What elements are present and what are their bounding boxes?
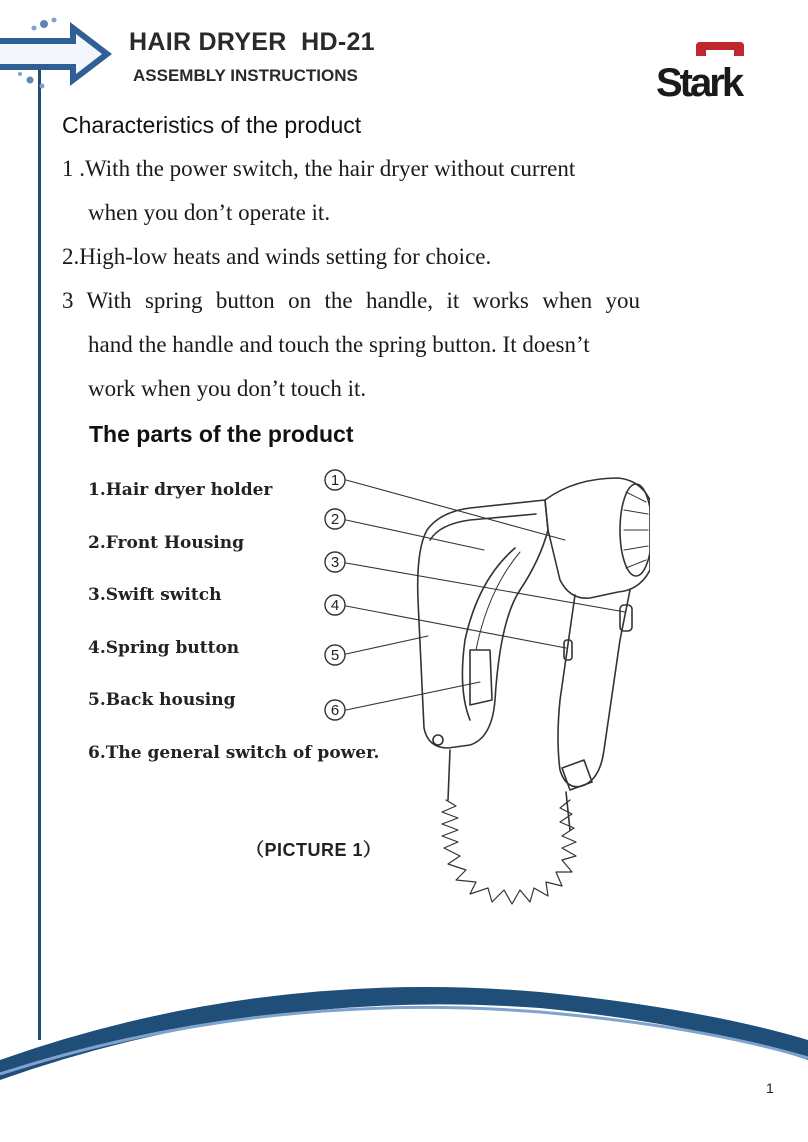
- characteristic-item-2: [62, 235, 640, 279]
- arrow-logo-icon: [0, 14, 116, 94]
- part-item: 1.Hair dryer holder: [88, 480, 273, 500]
- callout-3: 3: [330, 554, 340, 571]
- item-3-line-2: hand the handle and touch the spring button. It doesn’t: [88, 332, 590, 357]
- part-item: 3.Swift switch: [88, 585, 222, 606]
- left-margin-rule: [38, 40, 41, 1040]
- callout-6: 6: [330, 702, 340, 719]
- callout-2: 2: [330, 511, 340, 528]
- callout-4: 4: [330, 597, 340, 614]
- picture-caption: （PICTURE 1）: [246, 840, 382, 860]
- characteristic-item-3: [62, 279, 640, 411]
- item-1-line-1: 1 .With the power switch, the hair dryer without current: [62, 156, 576, 181]
- coiled-cord: [442, 800, 576, 904]
- page-number: 1: [766, 1080, 774, 1096]
- document-subtitle: ASSEMBLY INSTRUCTIONS: [133, 66, 358, 85]
- part-item: 4.Spring button: [88, 637, 240, 658]
- characteristics-heading: Characteristics of the product: [62, 112, 362, 138]
- item-3-line-3: work when you don’t touch it.: [88, 376, 367, 401]
- part-item: 5.Back housing: [88, 690, 236, 711]
- item-3-line-1: 3 With spring button on the handle, it works when you: [62, 288, 640, 313]
- general-switch-outline: [470, 650, 492, 705]
- document-title: HAIR DRYER HD-21: [129, 28, 375, 56]
- callout-1: 1: [330, 472, 340, 489]
- item-1-line-2: when you donʼt operate it.: [88, 200, 331, 225]
- characteristic-item-1: [62, 147, 640, 235]
- footer-wave-decoration: [0, 980, 808, 1142]
- stark-brand-logo: [656, 42, 774, 100]
- brand-logo-text: Stark: [656, 61, 742, 100]
- callout-5: 5: [330, 647, 340, 664]
- item-2-line-1: 2.High-low heats and winds setting for choice.: [62, 244, 492, 269]
- part-item: 6.The general switch of power.: [88, 742, 380, 763]
- parts-heading: The parts of the product: [89, 421, 354, 447]
- part-item: 2.Front Housing: [88, 532, 244, 553]
